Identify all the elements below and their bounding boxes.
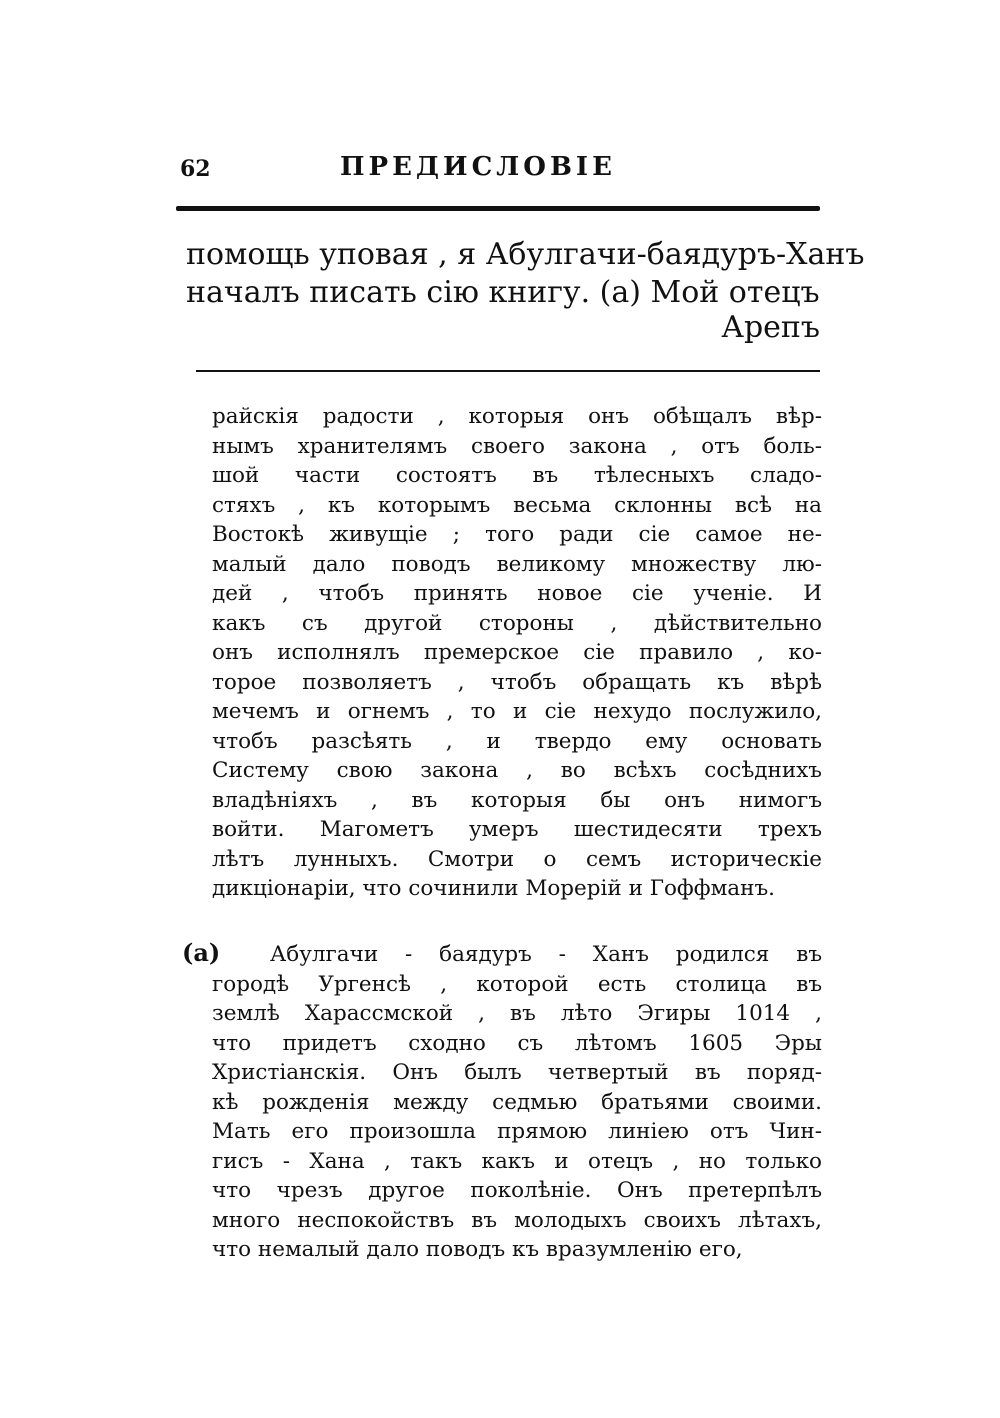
- footnote-rule: [196, 370, 820, 372]
- footnote-line: Абулгачи - баядуръ - Ханъ родился въ: [270, 942, 822, 967]
- footnote-line: дикціонаріи, что сочинили Морерій и Гоффманъ.: [212, 876, 775, 901]
- footnote-line: гисъ - Хана , такъ какъ и отецъ , но только: [212, 1148, 822, 1174]
- page-number: 62: [180, 156, 211, 182]
- footnote-line: райскія радости , которыя онъ обѣщалъ вѣр-: [212, 404, 822, 429]
- main-text-line: началъ писать сію книгу. (а) Мой отецъ: [186, 275, 820, 310]
- footnote-line: что немалый дало поводъ къ вразумленію его,: [212, 1237, 743, 1262]
- footnote-line: что чрезъ другое поколѣніе. Онъ претерпѣлъ: [212, 1178, 822, 1203]
- footnote-line: дей , чтобъ принять новое сіе ученіе. И: [212, 581, 822, 606]
- footnote-line: Христіанскія. Онъ былъ четвертый въ поряд-: [212, 1060, 822, 1085]
- footnote-line: онъ исполнялъ премерское сіе правило , ко-: [212, 640, 822, 665]
- catchword: Арепъ: [721, 310, 820, 345]
- footnote-line: войти. Магометъ умеръ шестидесяти трехъ: [212, 817, 822, 842]
- footnote-1: [212, 402, 822, 904]
- page-header: [180, 150, 820, 190]
- header-rule: [176, 206, 820, 211]
- footnote-line: Мать его произошла прямою линіею отъ Чин-: [212, 1119, 822, 1144]
- footnote-line: землѣ Харассмской , въ лѣто Эгиры 1014 ,: [212, 1001, 822, 1026]
- footnote-mark: (а): [182, 938, 221, 967]
- footnote-line: шой части состоятъ въ тѣлесныхъ сладо-: [212, 463, 822, 488]
- footnote-2: [212, 940, 822, 1265]
- footnote-line: владѣніяхъ , въ которыя бы онъ нимогъ: [212, 787, 822, 813]
- footnote-line: чтобъ разсѣять , и твердо ему основать: [212, 728, 822, 754]
- footnote-line: какъ съ другой стороны , дѣйствительно: [212, 610, 822, 636]
- footnote-line: мечемъ и огнемъ , то и сіе нехудо послужило,: [212, 699, 822, 724]
- footnote-line: городѣ Ургенсѣ , которой есть столица въ: [212, 971, 822, 997]
- footnote-line: нымъ хранителямъ своего закона , отъ боль-: [212, 433, 822, 459]
- footnote-line: что придетъ сходно съ лѣтомъ 1605 Эры: [212, 1030, 822, 1056]
- running-head: ПРЕДИСЛОВІЕ: [340, 152, 616, 182]
- footnote-line: лѣтъ лунныхъ. Смотри о семъ историческіе: [212, 846, 822, 872]
- footnote-line: стяхъ , къ которымъ весьма склонны всѣ на: [212, 492, 822, 518]
- footnote-line: много неспокойствъ въ молодыхъ своихъ лѣтахъ,: [212, 1207, 822, 1233]
- footnote-line: Востокѣ живущіе ; того ради сіе самое не-: [212, 522, 822, 547]
- main-text-line: помощь уповая , я Абулгачи-баядуръ-Ханъ: [186, 237, 865, 272]
- footnote-line: торое позволяетъ , чтобъ обращать къ вѣрѣ: [212, 669, 822, 695]
- footnote-line: малый дало поводъ великому множеству лю-: [212, 551, 822, 577]
- footnote-line: Систему свою закона , во всѣхъ сосѣднихъ: [212, 758, 822, 783]
- main-text: [186, 236, 865, 312]
- footnote-line: кѣ рожденія между седмью братьями своими.: [212, 1089, 822, 1115]
